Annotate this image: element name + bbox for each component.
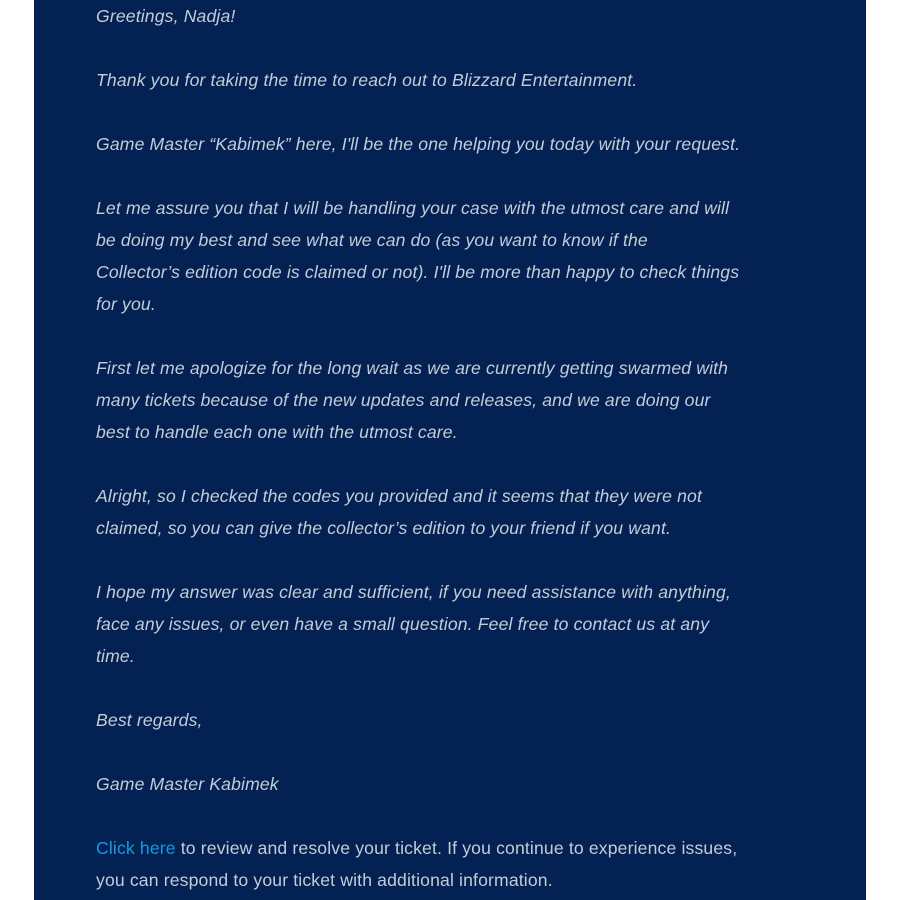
paragraph-gap [96, 672, 811, 704]
paragraph-thanks: Thank you for taking the time to reach out to Blizzard Entertainment. [96, 70, 638, 90]
paragraph-gap [96, 448, 811, 480]
ticket-footer-text: to review and resolve your ticket. If you continue to experience issues, you can respond to your ticket with additional information. [96, 838, 738, 890]
paragraph-introduction: Game Master “Kabimek” here, I'll be the one helping you today with your request. [96, 134, 741, 154]
paragraph-gap [96, 800, 811, 832]
paragraph-gap [96, 32, 811, 64]
paragraph-gap [96, 160, 811, 192]
signature-text: Game Master Kabimek [96, 774, 279, 794]
click-here-link[interactable]: Click here [96, 838, 176, 858]
paragraph-closing-offer: I hope my answer was clear and sufficient, if you need assistance with anything, face any issues, or even have a small question. Feel free to contact us at any time. [96, 582, 731, 666]
email-panel [34, 0, 866, 900]
paragraph-codes-result: Alright, so I checked the codes you provided and it seems that they were not claimed, so you can give the collector’s edition to your friend if you want. [96, 486, 703, 538]
paragraph-gap [96, 544, 811, 576]
paragraph-assurance: Let me assure you that I will be handling your case with the utmost care and will be doing my best and see what we can do (as you want to know if the Collector’s edition code is claimed or not). I'll be more than happy to check things for you. [96, 198, 740, 314]
greeting-text: Greetings, Nadja! [96, 6, 236, 26]
paragraph-gap [96, 96, 811, 128]
closing-text: Best regards, [96, 710, 203, 730]
paragraph-gap [96, 320, 811, 352]
ticket-footer [96, 832, 811, 896]
email-body [96, 0, 811, 896]
paragraph-apology: First let me apologize for the long wait as we are currently getting swarmed with many tickets because of the new updates and releases, and we are doing our best to handle each one with the utmost care. [96, 358, 729, 442]
paragraph-gap [96, 736, 811, 768]
